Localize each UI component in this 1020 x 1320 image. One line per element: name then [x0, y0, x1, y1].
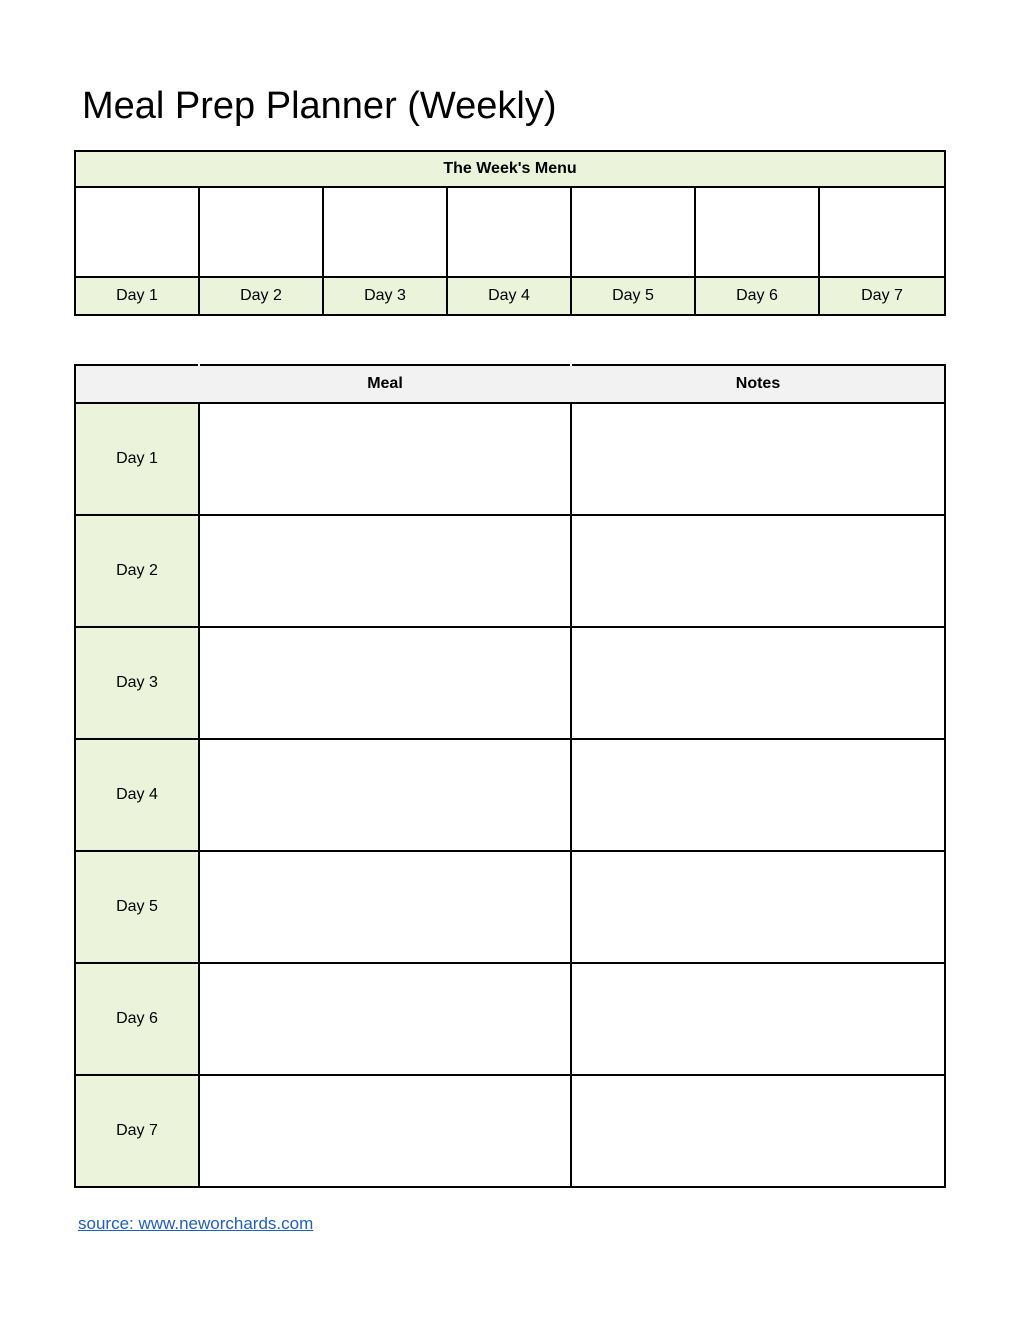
table-row	[75, 515, 945, 627]
menu-entry-day-3[interactable]	[323, 187, 447, 277]
day-label: Day 6	[75, 963, 199, 1075]
notes-cell[interactable]	[571, 515, 945, 627]
meal-cell[interactable]	[199, 1075, 571, 1187]
notes-cell[interactable]	[571, 403, 945, 515]
menu-day-label: Day 4	[447, 277, 571, 315]
day-label: Day 7	[75, 1075, 199, 1187]
meal-column-header: Meal	[199, 365, 571, 403]
day-label: Day 5	[75, 851, 199, 963]
menu-entry-day-5[interactable]	[571, 187, 695, 277]
table-row	[75, 1075, 945, 1187]
meal-cell[interactable]	[199, 403, 571, 515]
weeks-menu-header-row	[75, 151, 945, 187]
meal-cell[interactable]	[199, 515, 571, 627]
table-row	[75, 963, 945, 1075]
notes-cell[interactable]	[571, 1075, 945, 1187]
meal-notes-header-row	[75, 365, 945, 403]
header-corner-cell	[75, 365, 199, 403]
menu-entry-day-4[interactable]	[447, 187, 571, 277]
day-label: Day 3	[75, 627, 199, 739]
day-label: Day 2	[75, 515, 199, 627]
table-row	[75, 627, 945, 739]
menu-day-label: Day 3	[323, 277, 447, 315]
menu-day-label: Day 6	[695, 277, 819, 315]
menu-day-label: Day 5	[571, 277, 695, 315]
meal-cell[interactable]	[199, 851, 571, 963]
weeks-menu-entry-row	[75, 187, 945, 277]
notes-cell[interactable]	[571, 627, 945, 739]
meal-cell[interactable]	[199, 963, 571, 1075]
menu-entry-day-7[interactable]	[819, 187, 945, 277]
weeks-menu-table	[74, 150, 946, 316]
menu-day-label: Day 2	[199, 277, 323, 315]
weeks-menu-day-row	[75, 277, 945, 315]
weeks-menu-header: The Week's Menu	[75, 151, 945, 187]
day-label: Day 4	[75, 739, 199, 851]
page-title: Meal Prep Planner (Weekly)	[82, 85, 557, 127]
meal-cell[interactable]	[199, 739, 571, 851]
notes-cell[interactable]	[571, 963, 945, 1075]
notes-column-header: Notes	[571, 365, 945, 403]
notes-cell[interactable]	[571, 739, 945, 851]
meal-cell[interactable]	[199, 627, 571, 739]
table-row	[75, 739, 945, 851]
notes-cell[interactable]	[571, 851, 945, 963]
table-row	[75, 851, 945, 963]
table-row	[75, 403, 945, 515]
menu-day-label: Day 1	[75, 277, 199, 315]
source-link[interactable]: source: www.neworchards.com	[78, 1214, 314, 1233]
menu-entry-day-1[interactable]	[75, 187, 199, 277]
menu-entry-day-2[interactable]	[199, 187, 323, 277]
menu-day-label: Day 7	[819, 277, 945, 315]
meal-notes-table	[74, 364, 946, 1188]
day-label: Day 1	[75, 403, 199, 515]
menu-entry-day-6[interactable]	[695, 187, 819, 277]
